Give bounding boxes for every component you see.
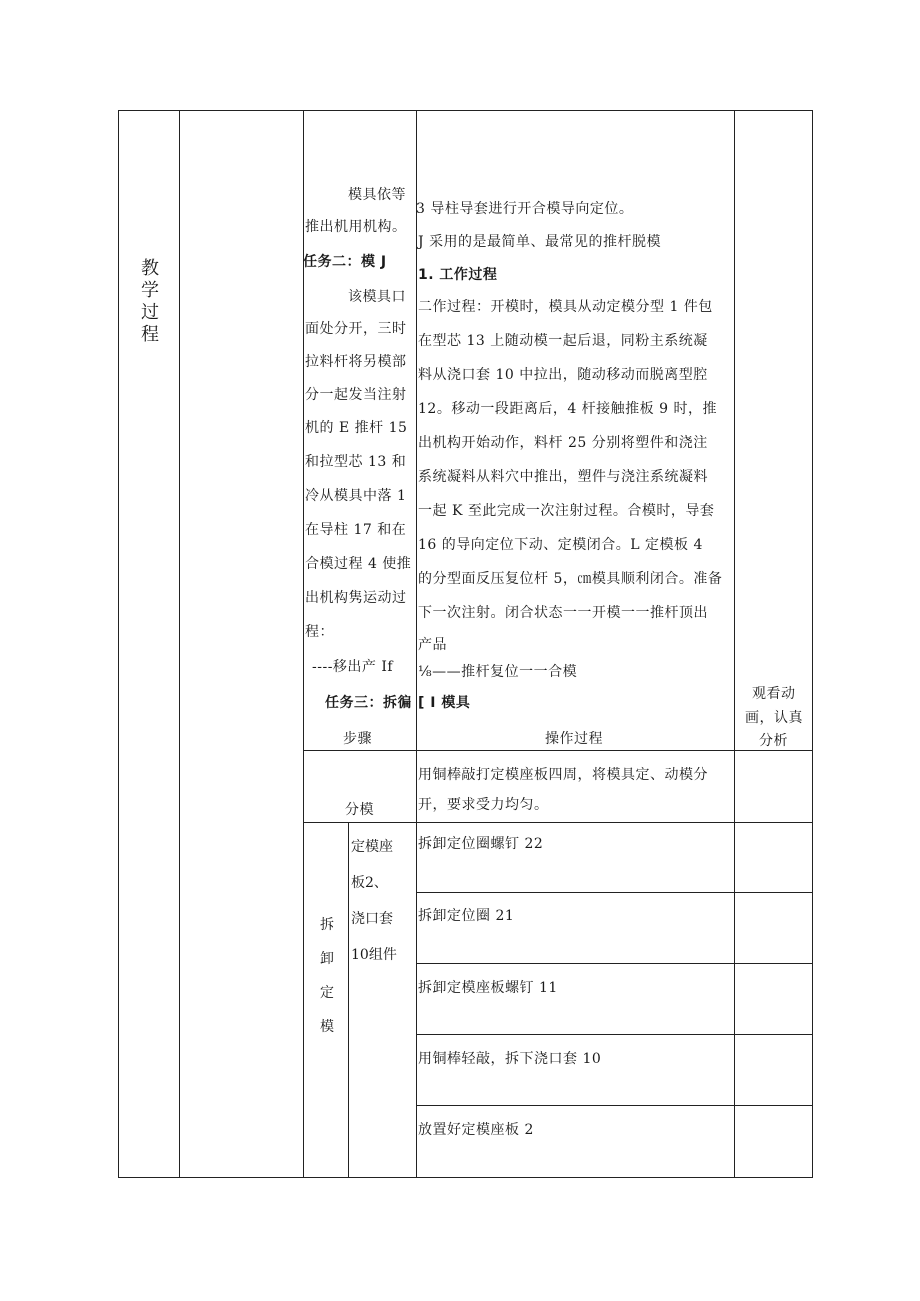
row-line-step1	[416, 892, 813, 893]
mid-line-0: 模具依等	[348, 187, 406, 203]
separate-desc-line-1: 用铜棒敲打定模座板四周，将模具定、动模分	[418, 767, 708, 783]
sub-col-divider	[348, 822, 349, 1178]
step-row: 拆卸定位圈螺钉 22	[418, 836, 544, 852]
separate-step: 分模	[345, 802, 374, 818]
main-line-10: 16 的导向定位下动、定模闭合。L 定模板 4	[418, 537, 703, 553]
row-line-separate	[303, 822, 813, 823]
main-line-0: 3 导柱导套进行开合模导向定位。	[416, 201, 634, 217]
main-line-9: 一起 K 至此完成一次注射过程。合模时，导套	[418, 503, 715, 519]
main-line-7: 出机构开始动作，料杆 25 分别将塑件和浇注	[418, 435, 708, 451]
mid-line-10: 在导柱 17 和在	[305, 522, 407, 538]
mid-line-7: 机的 E 推杆 15	[305, 420, 408, 436]
step-row: 拆卸定位圈 21	[418, 908, 515, 924]
mid-line-14: ----移出产 If	[312, 659, 394, 675]
main-line-11: 的分型面反压复位杆 5，㎝模具顺利闭合。准备	[418, 571, 723, 587]
header-process: 操作过程	[545, 731, 603, 747]
table-left-border	[118, 110, 119, 1178]
main-line-12: 下一次注射。闭合状态一一开模一一推杆顶出	[418, 605, 708, 621]
mold-heading: [ I 模具	[418, 695, 471, 711]
mid-line-9: 冷从模具中落 1	[305, 488, 407, 504]
main-line-6: 12。移动一段距离后，4 杆接触推板 9 时，推	[418, 401, 717, 417]
note-line-2: 分析	[759, 733, 788, 749]
step-row: 放置好定模座板 2	[418, 1122, 534, 1138]
main-line-4: 在型芯 13 上随动模一起后退，同粉主系统凝	[418, 333, 708, 349]
disassemble-fixed-mold-label: 拆卸定模	[320, 917, 334, 1035]
table-right-border	[812, 110, 813, 1178]
mid-line-4: 面处分开，三时	[305, 321, 407, 337]
table-top-border	[118, 110, 813, 111]
mid-line-12: 出机构隽运动过	[305, 590, 407, 606]
main-line-3: 二作过程：开模时，模具从动定模分型 1 件包	[418, 299, 713, 315]
mid-line-3: 该模具口	[348, 289, 406, 305]
main-line-5: 料从浇口套 10 中拉出，随动移动而脱离型腔	[418, 367, 708, 383]
task-three-heading: 任务三：拆徧	[325, 695, 412, 711]
component-label: 定模座板2、浇口套10组件	[351, 839, 397, 963]
work-process-heading: 1. 工作过程	[418, 267, 498, 283]
note-line-1: 画，认真	[745, 710, 803, 726]
row-line-step4	[416, 1105, 813, 1106]
col-divider-3	[416, 110, 417, 1178]
main-line-8: 系统凝料从料穴中推出，塑件与浇注系统凝料	[418, 469, 708, 485]
mid-line-1: 推出机用机构。	[305, 219, 407, 235]
row-line-step3	[416, 1034, 813, 1035]
step-row: 用铜棒轻敲，拆下浇口套 10	[418, 1051, 602, 1067]
main-line-14: ⅛——推杆复位一一合模	[418, 664, 578, 680]
row-line-step2	[416, 963, 813, 964]
mid-line-13: 程：	[305, 624, 334, 640]
mid-line-11: 合模过程 4 使推	[305, 556, 412, 572]
row-line-header	[303, 750, 813, 751]
step-row: 拆卸定模座板螺钉 11	[418, 980, 558, 996]
main-line-1: J 采用的是最简单、最常见的推杆脱模	[418, 234, 662, 250]
task-two-heading: 任务二：模 J	[303, 254, 387, 270]
col-divider-1	[179, 110, 180, 1178]
main-line-13: 产品	[418, 637, 447, 653]
table-bottom-border	[118, 1177, 813, 1178]
col-divider-4	[734, 110, 735, 1178]
separate-desc-line-2: 开，要求受力均匀。	[418, 797, 549, 813]
mid-line-6: 分一起发当注射	[305, 387, 407, 403]
header-step: 步骤	[343, 731, 372, 747]
teaching-process-label: 教学过程	[141, 258, 159, 345]
note-line-0: 观看动	[752, 686, 796, 702]
mid-line-5: 拉料杆将另模部	[305, 354, 407, 370]
mid-line-8: 和拉型芯 13 和	[305, 454, 407, 470]
